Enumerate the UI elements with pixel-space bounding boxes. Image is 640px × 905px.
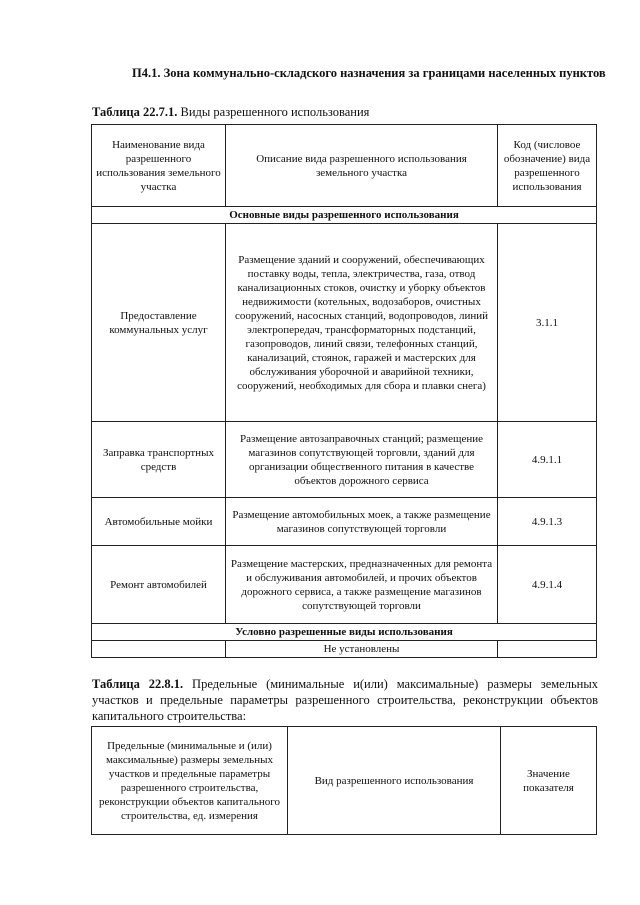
conditional-empty-cell	[498, 641, 597, 658]
row-description: Размещение автомобильных моек, а также размещение магазинов сопутствующей торговли	[226, 498, 498, 546]
row-code: 4.9.1.3	[498, 498, 597, 546]
row-name: Предоставление коммунальных услуг	[92, 224, 226, 422]
row-description: Размещение автозаправочных станций; размещение магазинов сопутствующей торговли, зданий для организации общественного питания в качестве объектов дорожного сервиса	[226, 422, 498, 498]
table-row	[92, 422, 597, 498]
header-code: Код (числовое обозначение) вида разрешенного использования	[498, 125, 597, 207]
header-limits: Предельные (минимальные и (или) максимальные) размеры земельных участков и предельные параметры разрешенного строительства, реконструкции объектов капитального строительства, ед. измерения	[92, 727, 288, 835]
row-code: 4.9.1.1	[498, 422, 597, 498]
table1-caption	[92, 104, 612, 120]
header-value: Значение показателя	[501, 727, 597, 835]
table1-header-row	[92, 125, 597, 207]
table-row	[92, 224, 597, 422]
table1-caption-text: Виды разрешенного использования	[177, 105, 370, 119]
table2-caption	[92, 676, 598, 724]
row-description: Размещение зданий и сооружений, обеспечивающих поставку воды, тепла, электричества, газа, отвод канализационных стоков, очистку и уборку объектов недвижимости (котельных, водозаборов, очистных сооружений, насосных станций, водопроводов, линий электропередач, трансформаторных подстанций, газопроводов, линий связи, телефонных станций, канализаций, стоянок, гаражей и мастерских для обслуживания уборочной и аварийной техники, сооружений, необходимых для сбора и плавки снега)	[226, 224, 498, 422]
header-description: Описание вида разрешенного использования земельного участка	[226, 125, 498, 207]
table1-conditional-heading-row	[92, 624, 597, 641]
main-uses-heading: Основные виды разрешенного использования	[92, 207, 597, 224]
table2-caption-text: Предельные (минимальные и(или) максимальные) размеры земельных участков и предельные параметры разрешенного строительства, реконструкции объектов капитального строительства:	[92, 677, 598, 723]
header-name: Наименование вида разрешенного использования земельного участка	[92, 125, 226, 207]
table-permitted-uses	[91, 124, 597, 658]
row-name: Автомобильные мойки	[92, 498, 226, 546]
conditional-value: Не установлены	[226, 641, 498, 658]
conditional-uses-heading: Условно разрешенные виды использования	[92, 624, 597, 641]
table-limit-parameters	[91, 726, 597, 835]
row-description: Размещение мастерских, предназначенных для ремонта и обслуживания автомобилей, и прочих объектов дорожного сервиса, а также размещение магазинов сопутствующей торговли	[226, 546, 498, 624]
section-title: П4.1. Зона коммунально-складского назначения за границами населенных пунктов	[132, 66, 606, 80]
conditional-empty-cell	[92, 641, 226, 658]
table1-conditional-row	[92, 641, 597, 658]
table1-caption-number: Таблица 22.7.1.	[92, 105, 178, 119]
table2-caption-number: Таблица 22.8.1.	[92, 677, 184, 691]
table-row	[92, 498, 597, 546]
row-code: 3.1.1	[498, 224, 597, 422]
table-row	[92, 546, 597, 624]
table2-header-row	[92, 727, 597, 835]
table1-main-heading-row	[92, 207, 597, 224]
row-code: 4.9.1.4	[498, 546, 597, 624]
header-use-type: Вид разрешенного использования	[288, 727, 501, 835]
row-name: Заправка транспортных средств	[92, 422, 226, 498]
row-name: Ремонт автомобилей	[92, 546, 226, 624]
